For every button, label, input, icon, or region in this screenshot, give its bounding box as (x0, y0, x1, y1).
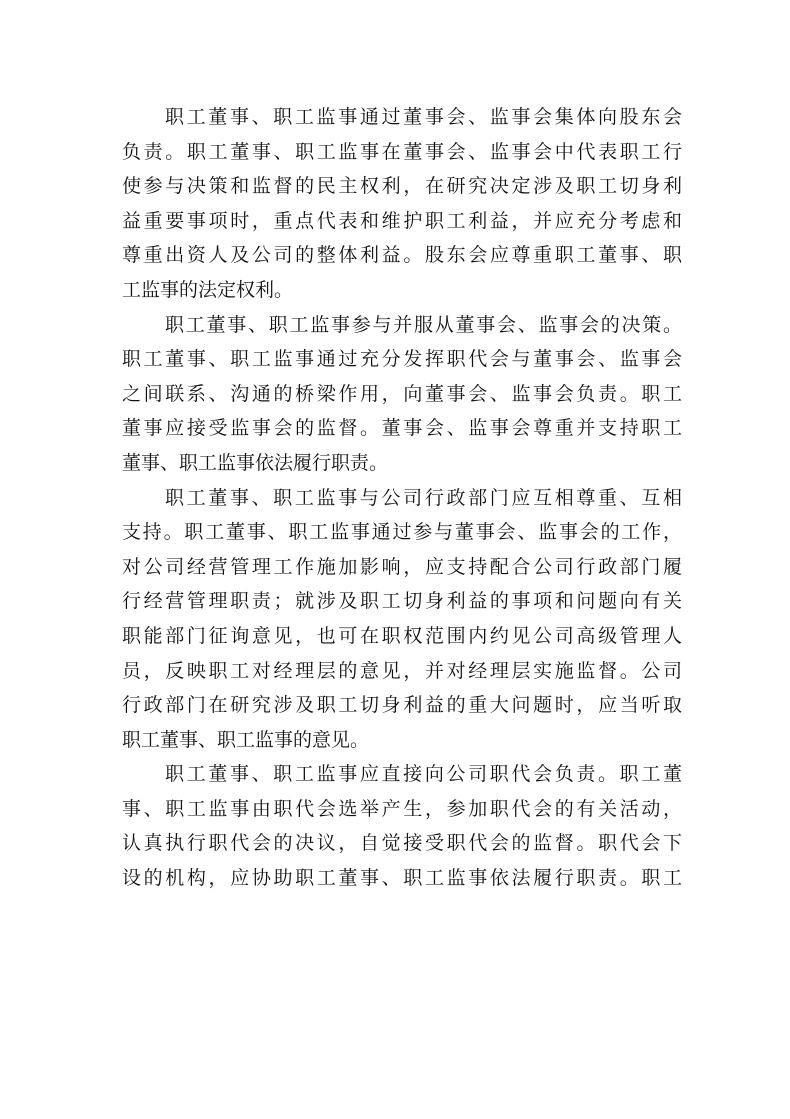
paragraph (122, 100, 682, 308)
document-body (122, 100, 682, 896)
text-line: 对公司经营管理工作施加影响，应支持配合公司行政部门履 (122, 555, 682, 578)
text-line: 事、职工监事由职代会选举产生，参加职代会的有关活动， (122, 797, 682, 820)
text-line: 益重要事项时，重点代表和维护职工利益，并应充分考虑和 (122, 209, 682, 232)
text-line: 职工董事、职工监事的意见。 (122, 728, 370, 751)
text-line: 职工董事、职工监事应直接向公司职代会负责。职工董 (165, 763, 682, 786)
text-line: 工监事的法定权利。 (122, 278, 294, 301)
text-line: 职工董事、职工监事通过董事会、监事会集体向股东会 (165, 106, 682, 128)
text-line: 职能部门征询意见，也可在职权范围内约见公司高级管理人 (122, 624, 682, 647)
text-line: 职工董事、职工监事通过充分发挥职代会与董事会、监事会 (122, 348, 682, 371)
text-line: 董事、职工监事依法履行职责。 (122, 451, 389, 474)
text-line: 使参与决策和监督的民主权利，在研究决定涉及职工切身利 (122, 175, 682, 198)
text-line: 设的机构，应协助职工董事、职工监事依法履行职责。职工 (122, 867, 682, 890)
paragraph (122, 757, 682, 895)
text-line: 员，反映职工对经理层的意见，并对经理层实施监督。公司 (122, 659, 682, 682)
text-line: 负责。职工董事、职工监事在董事会、监事会中代表职工行 (122, 140, 682, 163)
paragraph (122, 481, 682, 758)
paragraph (122, 308, 682, 481)
text-line: 职工董事、职工监事与公司行政部门应互相尊重、互相 (165, 486, 682, 509)
text-line: 支持。职工董事、职工监事通过参与董事会、监事会的工作， (122, 521, 682, 544)
text-line: 尊重出资人及公司的整体利益。股东会应尊重职工董事、职 (122, 244, 682, 267)
text-line: 行经营管理职责；就涉及职工切身利益的事项和问题向有关 (122, 590, 682, 613)
text-line: 之间联系、沟通的桥梁作用，向董事会、监事会负责。职工 (122, 382, 682, 405)
text-line: 董事应接受监事会的监督。董事会、监事会尊重并支持职工 (122, 417, 682, 440)
text-line: 行政部门在研究涉及职工切身利益的重大问题时，应当听取 (122, 694, 682, 717)
text-line: 职工董事、职工监事参与并服从董事会、监事会的决策。 (165, 313, 682, 336)
text-line: 认真执行职代会的决议，自觉接受职代会的监督。职代会下 (122, 832, 682, 855)
